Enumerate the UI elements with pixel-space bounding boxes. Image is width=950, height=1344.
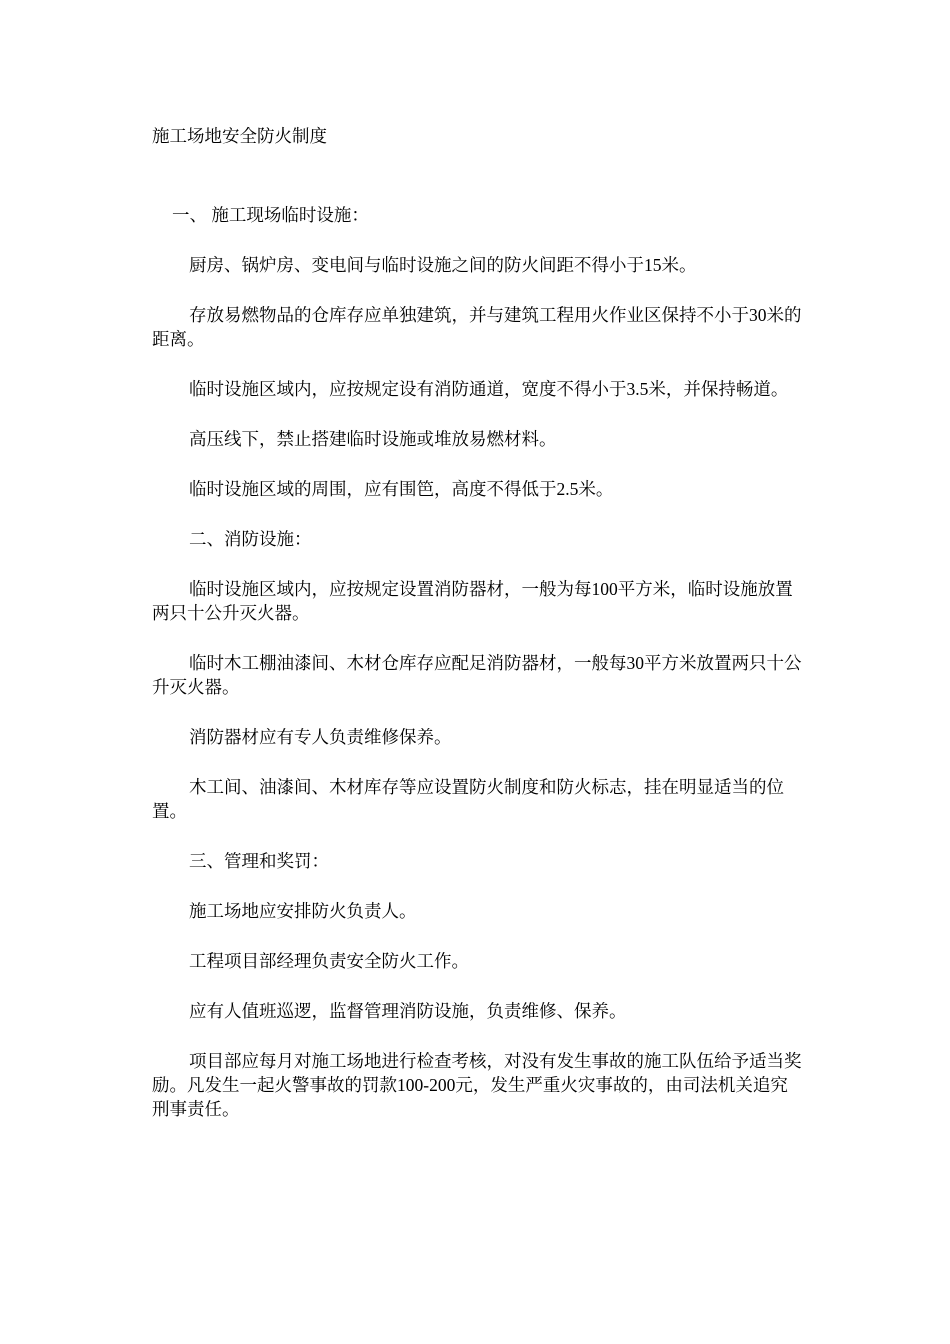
- paragraph: 临时木工棚油漆间、木材仓库存应配足消防器材，一般每30平方米放置两只十公升灭火器。: [152, 653, 802, 697]
- paragraph: 临时设施区域内，应按规定设有消防通道，宽度不得小于3.5米，并保持畅道。: [189, 379, 789, 399]
- paragraph: 工程项目部经理负责安全防火工作。: [189, 951, 469, 971]
- paragraph: 存放易燃物品的仓库存应单独建筑，并与建筑工程用火作业区保持不小于30米的距离。: [152, 305, 802, 349]
- paragraph: 消防器材应有专人负责维修保养。: [189, 727, 452, 747]
- paragraph: 厨房、锅炉房、变电间与临时设施之间的防火间距不得小于15米。: [189, 255, 697, 275]
- paragraph: 临时设施区域的周围，应有围笆，高度不得低于2.5米。: [189, 479, 614, 499]
- paragraph: 木工间、油漆间、木材库存等应设置防火制度和防火标志，挂在明显适当的位置。: [152, 777, 784, 821]
- section-heading: 一、 施工现场临时设施：: [172, 205, 369, 225]
- document-body: [152, 124, 802, 1121]
- paragraph: 施工场地应安排防火负责人。: [189, 901, 417, 921]
- paragraph: 高压线下，禁止搭建临时设施或堆放易燃材料。: [189, 429, 557, 449]
- paragraph: 应有人值班巡逻，监督管理消防设施，负责维修、保养。: [189, 1001, 627, 1021]
- section-heading: 三、管理和奖罚：: [189, 851, 329, 871]
- document-title: 施工场地安全防火制度: [152, 126, 327, 146]
- paragraph: 项目部应每月对施工场地进行检查考核，对没有发生事故的施工队伍给予适当奖励。凡发生一起火警事故的罚款100-200元，发生严重火灾事故的，由司法机关追究刑事责任。: [152, 1051, 802, 1119]
- paragraph: 临时设施区域内，应按规定设置消防器材，一般为每100平方米，临时设施放置两只十公升灭火器。: [152, 579, 793, 623]
- section-heading: 二、消防设施：: [189, 529, 312, 549]
